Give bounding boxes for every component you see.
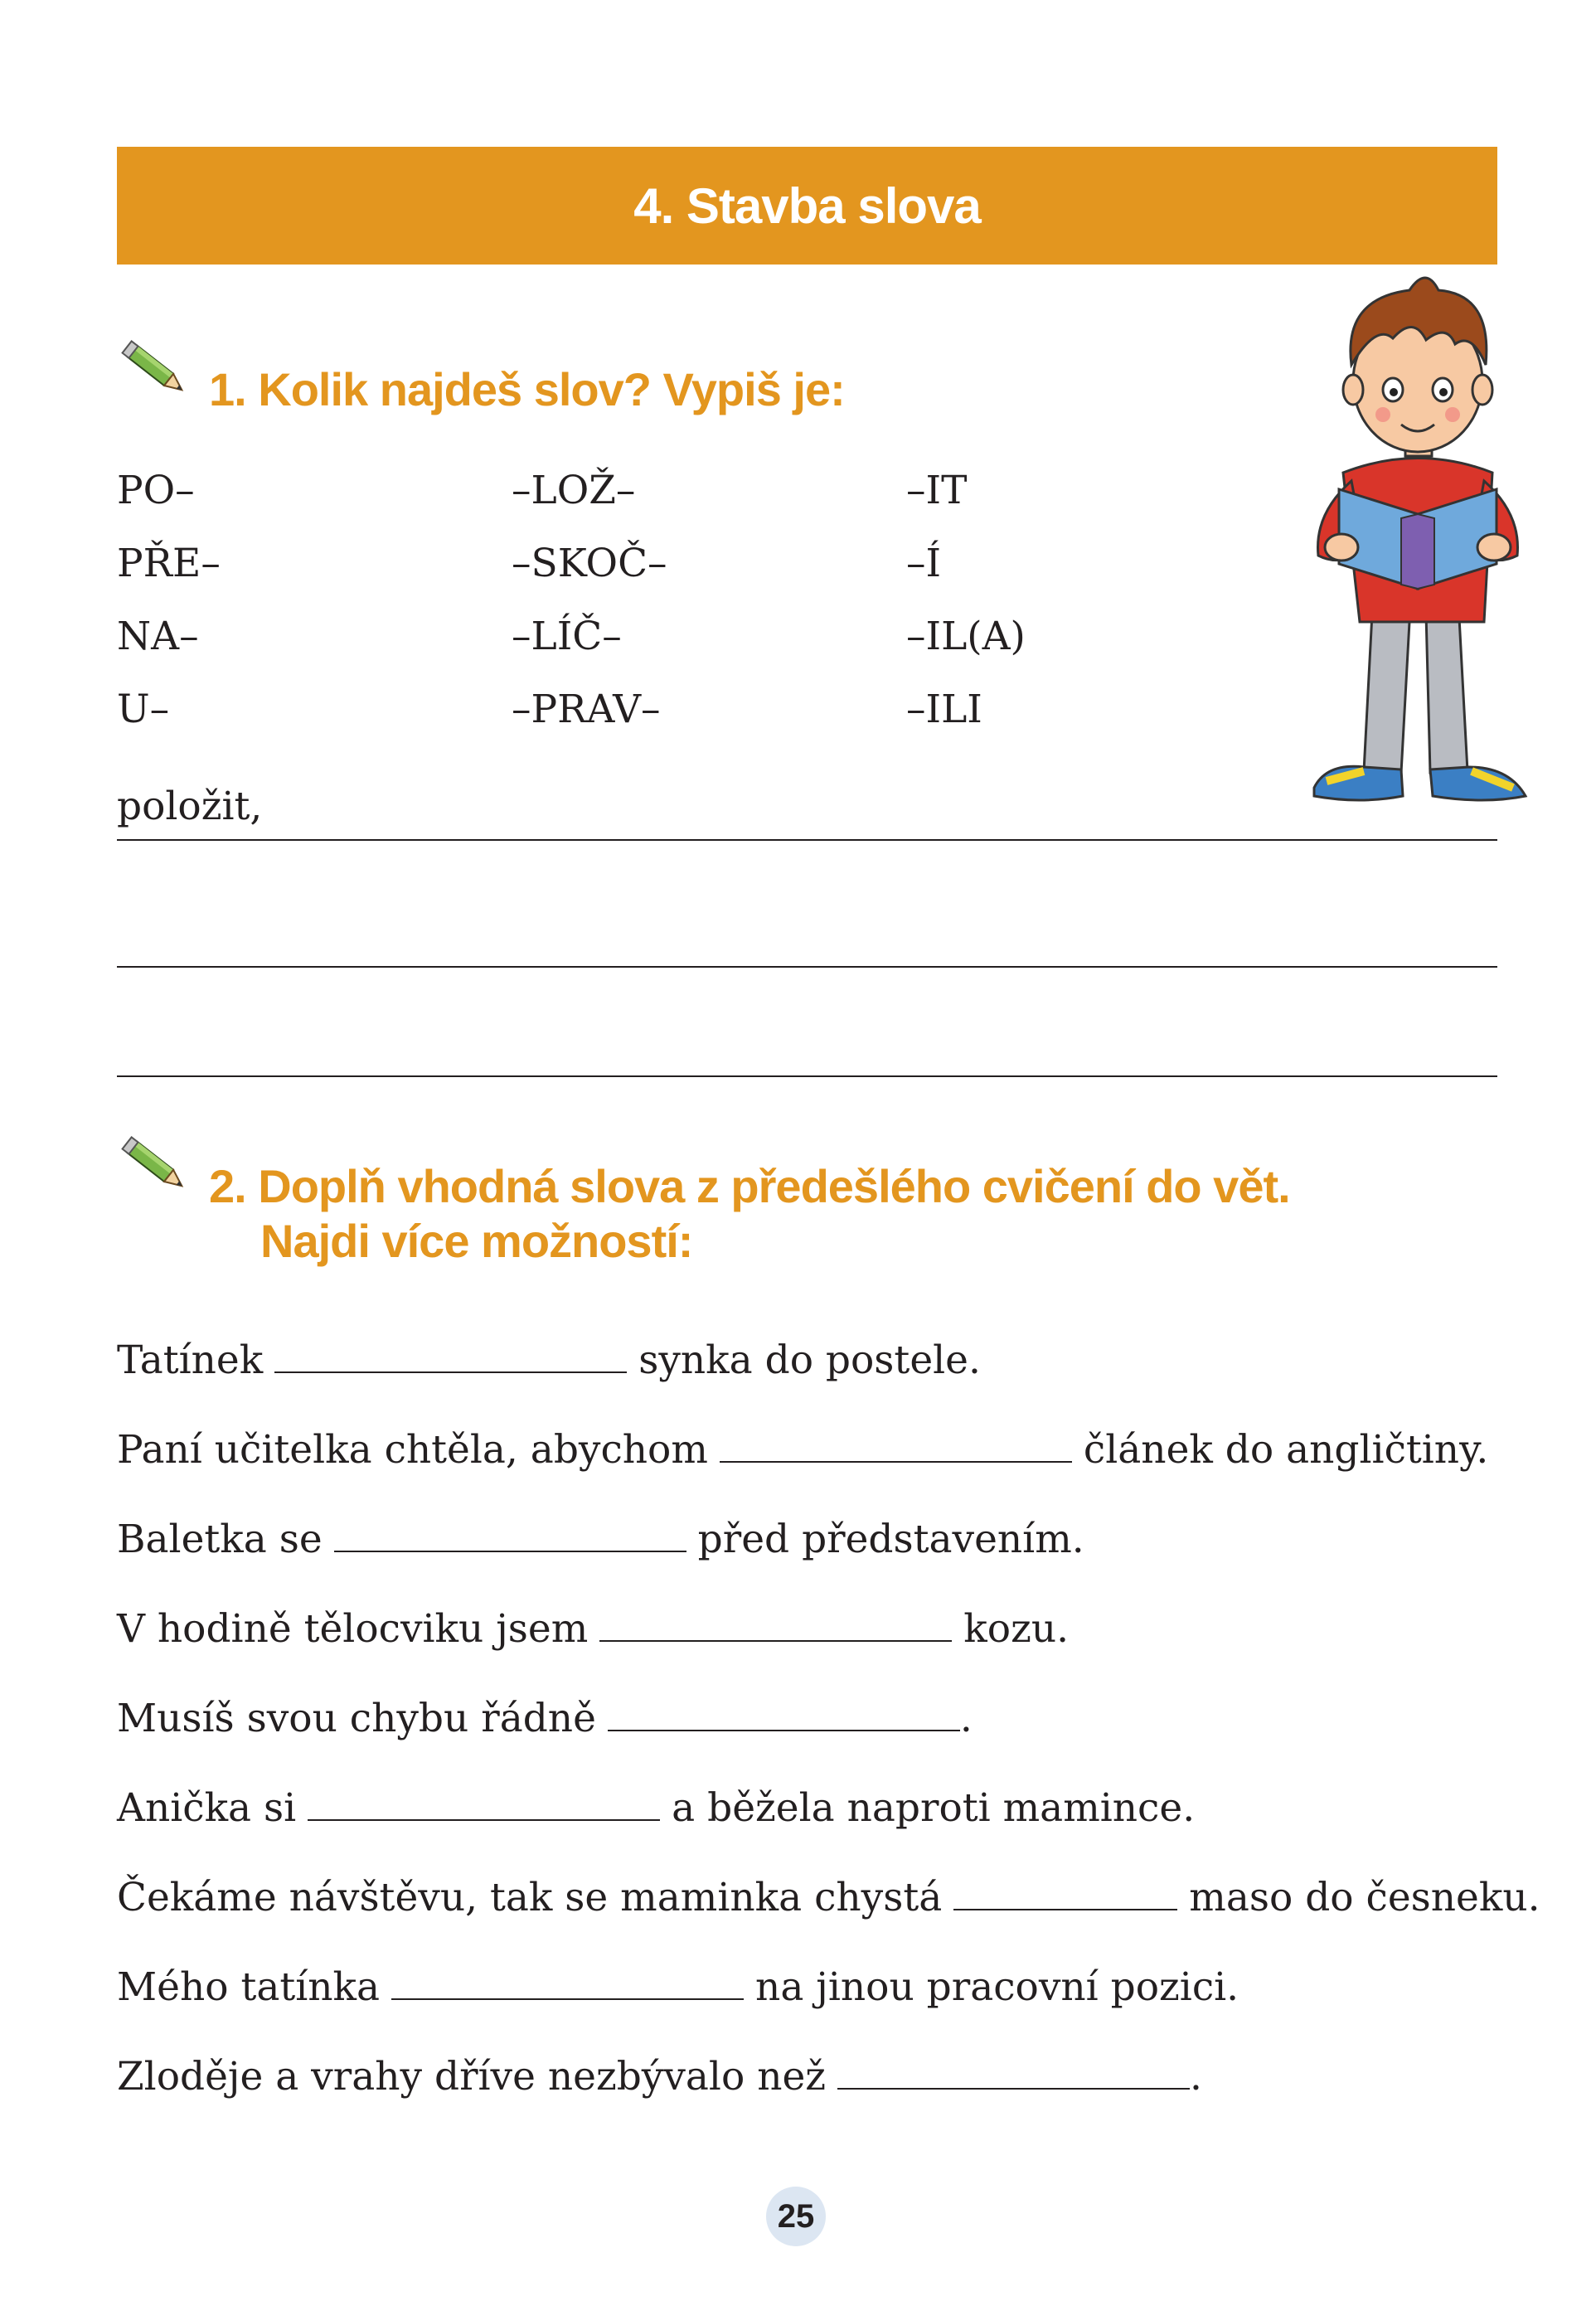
ending-item: –IT — [906, 468, 968, 513]
sentence: Mého tatínka na jinou pracovní pozici. — [117, 1962, 1526, 2051]
fill-blank[interactable] — [308, 1783, 660, 1821]
fill-blank[interactable] — [720, 1425, 1072, 1463]
root-item: –PRAV– — [512, 687, 661, 732]
answer-line[interactable] — [117, 1075, 1497, 1077]
pencil-icon — [116, 330, 195, 409]
sentence: Musíš svou chybu řádně . — [117, 1693, 1526, 1783]
prefix-item: PŘE– — [117, 541, 221, 586]
ending-column — [906, 468, 1026, 760]
answer-line[interactable] — [117, 839, 1497, 841]
task2-title-line1: 2. Doplň vhodná slova z předešlého cvičení do vět. — [209, 1160, 1290, 1212]
fill-blank[interactable] — [391, 1962, 744, 2000]
chapter-banner — [117, 147, 1497, 265]
sentence: Čekáme návštěvu, tak se maminka chystá maso do česneku. — [117, 1872, 1526, 1962]
sentence: Tatínek synka do postele. — [117, 1335, 1526, 1425]
sentence: Zloděje a vrahy dříve nezbývalo než . — [117, 2051, 1526, 2141]
fill-blank[interactable] — [334, 1514, 686, 1552]
ending-item: –IL(A) — [906, 614, 1026, 659]
task2-title-line2: Najdi více možností: — [260, 1215, 693, 1267]
root-item: –SKOČ– — [512, 541, 667, 586]
fill-blank[interactable] — [274, 1335, 627, 1373]
fill-blank[interactable] — [953, 1872, 1177, 1910]
task2-title — [209, 1159, 1290, 1269]
prefix-item: PO– — [117, 468, 195, 513]
root-item: –LÍČ– — [512, 614, 622, 659]
example-word: položit, — [117, 784, 263, 829]
chapter-title: 4. Stavba slova — [633, 177, 981, 234]
boy-reading-illustration — [1293, 265, 1542, 821]
sentence: V hodině tělocviku jsem kozu. — [117, 1604, 1526, 1693]
sentence: Anička si a běžela naproti mamince. — [117, 1783, 1526, 1872]
root-item: –LOŽ– — [512, 468, 636, 513]
prefix-item: NA– — [117, 614, 199, 659]
prefix-item: U– — [117, 687, 170, 732]
fill-blank[interactable] — [599, 1604, 952, 1642]
fill-blank[interactable] — [608, 1693, 960, 1731]
sentence-list — [117, 1335, 1540, 2141]
task1-title: 1. Kolik najdeš slov? Vypiš je: — [209, 363, 845, 415]
page-number: 25 — [766, 2187, 826, 2246]
ending-item: –Í — [906, 541, 942, 586]
root-column — [512, 468, 667, 760]
sentence: Baletka se před představením. — [117, 1514, 1526, 1604]
ending-item: –ILI — [906, 687, 982, 732]
answer-line[interactable] — [117, 966, 1497, 968]
sentence: Paní učitelka chtěla, abychom článek do angličtiny. — [117, 1425, 1526, 1514]
pencil-icon — [116, 1126, 195, 1205]
prefix-column — [117, 468, 221, 760]
fill-blank[interactable] — [837, 2051, 1190, 2090]
